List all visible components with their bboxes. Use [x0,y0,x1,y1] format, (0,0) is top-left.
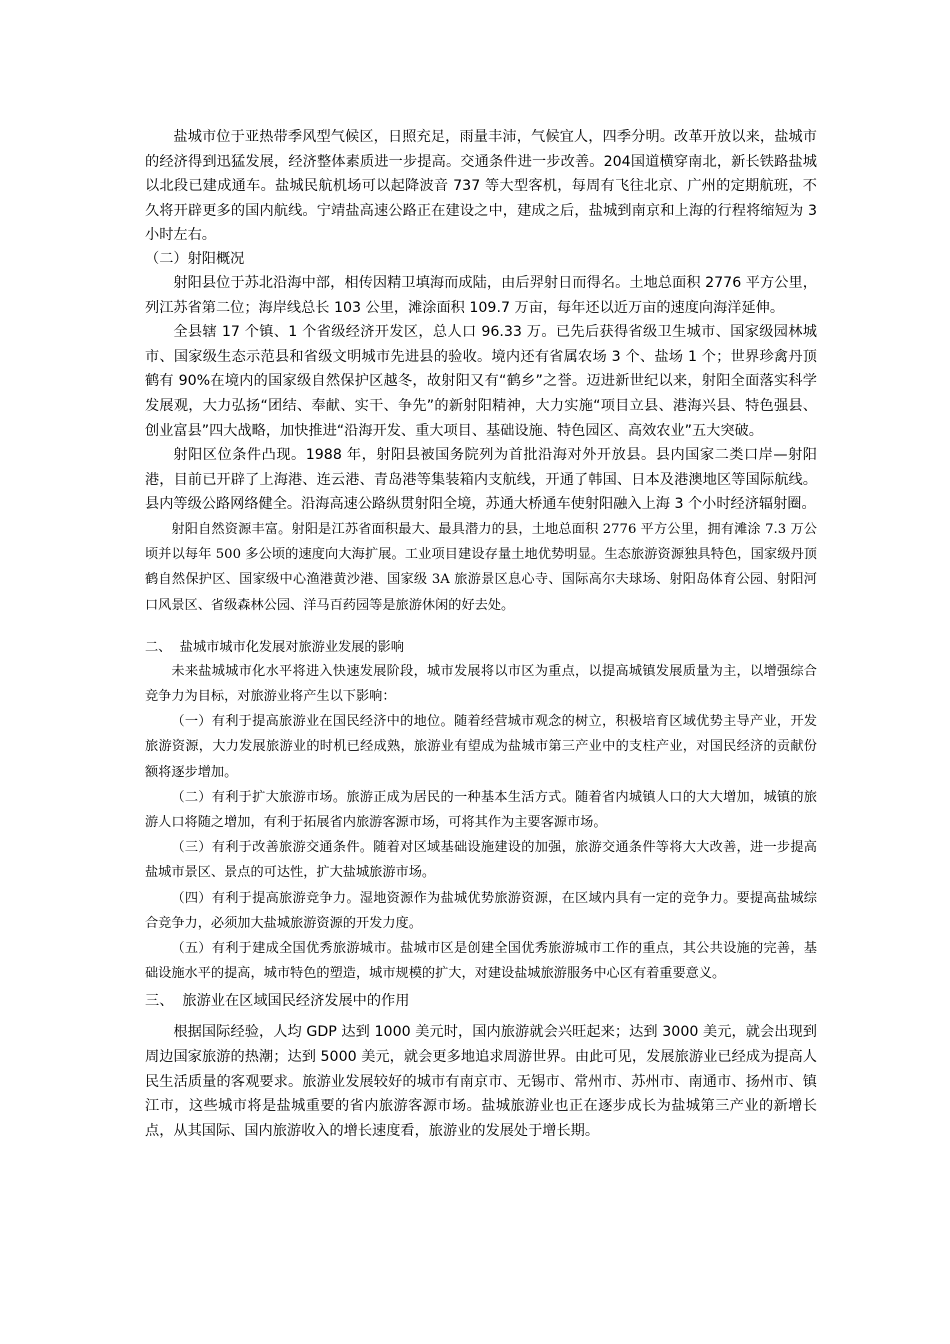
paragraph-impact-1: （一）有利于提高旅游业在国民经济中的地位。随着经营城市观念的树立，积极培育区域优势主导产业，开发旅游资源，大力发展旅游业的时机已经成熟，旅游业有望成为盐城市第三产业中的支柱产业，对国民经济的贡献份额将逐步增加。 [145,714,817,780]
paragraph-impact-4: （四）有利于提高旅游竞争力。湿地资源作为盐城优势旅游资源，在区域内具有一定的竞争力。要提高盐城综合竞争力，必须加大盐城旅游资源的开发力度。 [145,890,817,931]
heading-section-2: 二、 盐城市城市化发展对旅游业发展的影响 [145,639,404,655]
document-page [145,125,817,1143]
paragraph-impact-2: （二）有利于扩大旅游市场。旅游正成为居民的一种基本生活方式。随着省内城镇人口的大大增加，城镇的旅游人口将随之增加，有利于拓展省内旅游客源市场，可将其作为主要客源市场。 [145,789,817,830]
paragraph-sheyang-location-advantage: 射阳区位条件凸现。1988 年，射阳县被国务院列为首批沿海对外开放县。县内国家二类口岸—射阳港，目前已开辟了上海港、连云港、青岛港等集装箱内支航线，开通了韩国、日本及港澳地区等国际航线。县内等级公路网络健全。沿海高速公路纵贯射阳全境，苏通大桥通车使射阳融入上海 3 个小时经济辐射圈。 [145,447,817,513]
section-spacer [145,1012,817,1020]
paragraph-impact-5: （五）有利于建成全国优秀旅游城市。盐城市区是创建全国优秀旅游城市工作的重点，其公共设施的完善，基础设施水平的提高，城市特色的塑造，城市规模的扩大，对建设盐城旅游服务中心区有着重要意义。 [145,940,817,982]
paragraph-impact-3: （三）有利于改善旅游交通条件。随着对区域基础设施建设的加强，旅游交通条件等将大大改善，进一步提高盐城市景区、景点的可达性，扩大盐城旅游市场。 [145,840,817,881]
paragraph-sheyang-admin: 全县辖 17 个镇、1 个省级经济开发区，总人口 96.33 万。已先后获得省级卫生城市、国家级园林城市、国家级生态示范县和省级文明城市先进县的验收。境内还有省属农场 3 个、盐场 1 个；世界珍禽丹顶鹤有 90%在境内的国家级自然保护区越冬，故射阳又有“鹤乡”之誉。迈进新世纪以来，射阳全面落实科学发展观，大力弘扬“团结、奉献、实干、争先”的新射阳精神，大力实施“项目立县、港海兴县、特色强县、创业富县”四大战略，加快推进“沿海开发、重大项目、基础设施、特色园区、高效农业”五大突破。 [145,324,817,439]
paragraph-sheyang-location: 射阳县位于苏北沿海中部，相传因精卫填海而成陆，由后羿射日而得名。土地总面积 2776 平方公里，列江苏省第二位；海岸线总长 103 公里，滩涂面积 109.7 万亩，每年还以近万亩的速度向海洋延伸。 [145,274,817,316]
section-spacer [145,618,817,637]
paragraph-sheyang-resources: 射阳自然资源丰富。射阳是江苏省面积最大、最具潜力的县，土地总面积 2776 平方公里，拥有滩涂 7.3 万公顷并以每年 500 多公顷的速度向大海扩展。工业项目建设存量土地优势明显。生态旅游资源独具特色，国家级丹顶鹤自然保护区、国家级中心渔港黄沙港、国家级 3A 旅游景区息心寺、国际高尔夫球场、射阳岛体育公园、射阳河口风景区、省级森林公园、洋马百药园等是旅游休闲的好去处。 [145,521,817,613]
paragraph-yancheng-overview: 盐城市位于亚热带季风型气候区，日照充足，雨量丰沛，气候宜人，四季分明。改革开放以来，盐城市的经济得到迅猛发展，经济整体素质进一步提高。交通条件进一步改善。204国道横穿南北，新长铁路盐城以北段已建成通车。盐城民航机场可以起降波音 737 等大型客机，每周有飞往北京、广州的定期航班，不久将开辟更多的国内航线。宁靖盐高速公路正在建设之中，建成之后，盐城到南京和上海的行程将缩短为 3 小时左右。 [145,129,817,244]
heading-sheyang-overview: （二）射阳概况 [145,250,245,267]
heading-section-3: 三、 旅游业在区域国民经济发展中的作用 [145,993,410,1010]
paragraph-section-2-intro: 未来盐城城市化水平将进入快速发展阶段，城市发展将以市区为重点，以提高城镇发展质量为主，以增强综合竞争力为目标，对旅游业将产生以下影响： [145,663,817,704]
paragraph-section-3-body: 根据国际经验，人均 GDP 达到 1000 美元时，国内旅游就会兴旺起来；达到 3000 美元，就会出现到周边国家旅游的热潮；达到 5000 美元，就会更多地追求周游世界。由此可见，发展旅游业已经成为提高人民生活质量的客观要求。旅游业发展较好的城市有南京市、无锡市、常州市、苏州市、南通市、扬州市、镇江市，这些城市将是盐城重要的省内旅游客源市场。盐城旅游业也正在逐步成长为盐城第三产业的新增长点，从其国际、国内旅游收入的增长速度看，旅游业的发展处于增长期。 [145,1024,817,1139]
